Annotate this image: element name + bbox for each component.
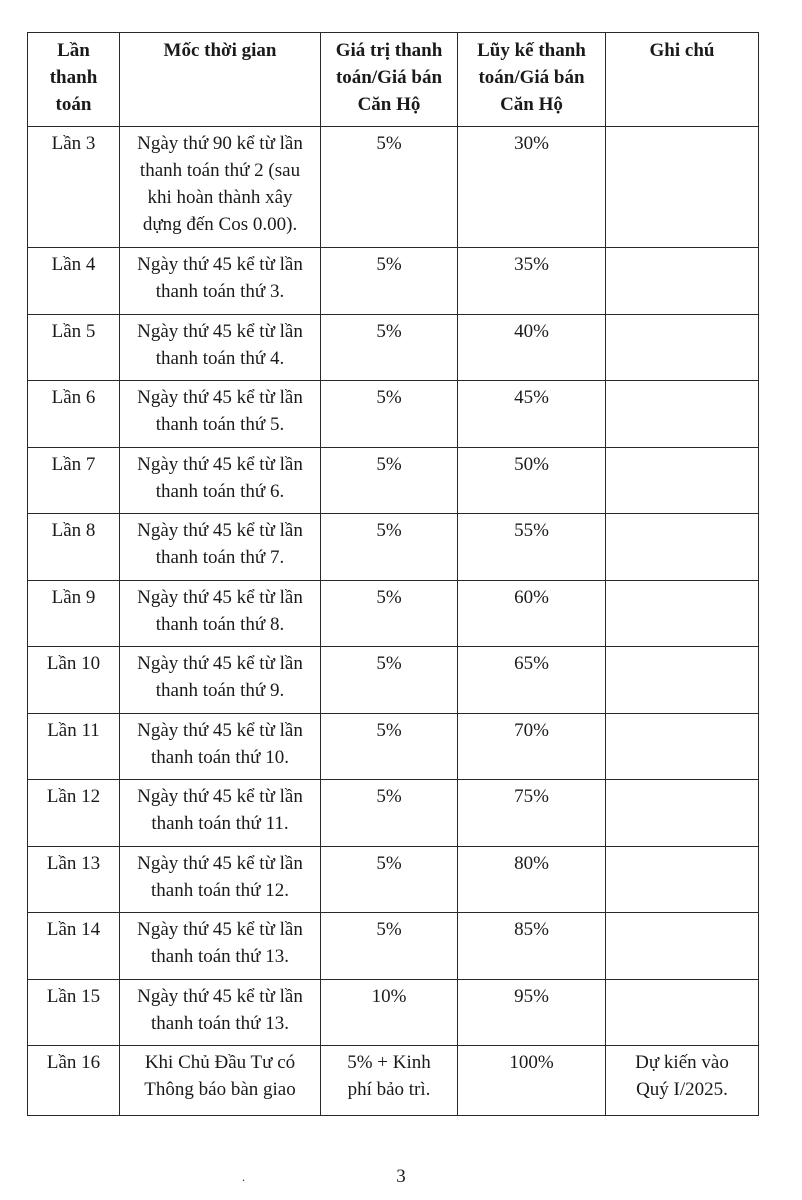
note-cell bbox=[606, 447, 759, 514]
milestone-cell: Ngày thứ 45 kể từ lần thanh toán thứ 8. bbox=[120, 580, 321, 647]
header-payment-value: Giá trị thanh toán/Giá bán Căn Hộ bbox=[321, 33, 458, 127]
installment-cell: Lần 13 bbox=[28, 846, 120, 913]
cumulative-cell: 65% bbox=[458, 647, 606, 714]
table-row bbox=[28, 647, 759, 714]
milestone-cell: Ngày thứ 45 kể từ lần thanh toán thứ 4. bbox=[120, 314, 321, 381]
table-row bbox=[28, 1046, 759, 1116]
table-row bbox=[28, 314, 759, 381]
value-cell: 5% bbox=[321, 314, 458, 381]
installment-cell: Lần 12 bbox=[28, 780, 120, 847]
value-cell: 5% bbox=[321, 381, 458, 448]
installment-cell: Lần 14 bbox=[28, 913, 120, 980]
cumulative-cell: 55% bbox=[458, 514, 606, 581]
note-cell bbox=[606, 713, 759, 780]
table-row bbox=[28, 127, 759, 248]
value-cell: 5% bbox=[321, 514, 458, 581]
installment-cell: Lần 3 bbox=[28, 127, 120, 248]
cumulative-cell: 45% bbox=[458, 381, 606, 448]
cumulative-cell: 60% bbox=[458, 580, 606, 647]
note-cell bbox=[606, 314, 759, 381]
installment-cell: Lần 16 bbox=[28, 1046, 120, 1116]
value-cell: 10% bbox=[321, 979, 458, 1046]
note-cell bbox=[606, 780, 759, 847]
cumulative-cell: 70% bbox=[458, 713, 606, 780]
installment-cell: Lần 8 bbox=[28, 514, 120, 581]
header-cumulative: Lũy kế thanh toán/Giá bán Căn Hộ bbox=[458, 33, 606, 127]
note-cell bbox=[606, 846, 759, 913]
milestone-cell: Ngày thứ 45 kể từ lần thanh toán thứ 11. bbox=[120, 780, 321, 847]
table-row bbox=[28, 580, 759, 647]
milestone-cell: Ngày thứ 45 kể từ lần thanh toán thứ 13. bbox=[120, 979, 321, 1046]
cumulative-cell: 85% bbox=[458, 913, 606, 980]
value-cell: 5% bbox=[321, 248, 458, 315]
payment-schedule-table bbox=[27, 32, 759, 1116]
value-cell: 5% bbox=[321, 127, 458, 248]
installment-cell: Lần 7 bbox=[28, 447, 120, 514]
note-cell bbox=[606, 127, 759, 248]
page-number: 3 bbox=[396, 1166, 406, 1187]
table-row bbox=[28, 514, 759, 581]
installment-cell: Lần 9 bbox=[28, 580, 120, 647]
milestone-cell: Ngày thứ 45 kể từ lần thanh toán thứ 9. bbox=[120, 647, 321, 714]
milestone-cell: Ngày thứ 45 kể từ lần thanh toán thứ 13. bbox=[120, 913, 321, 980]
cumulative-cell: 80% bbox=[458, 846, 606, 913]
table-row bbox=[28, 447, 759, 514]
cumulative-cell: 40% bbox=[458, 314, 606, 381]
milestone-cell: Ngày thứ 45 kể từ lần thanh toán thứ 6. bbox=[120, 447, 321, 514]
table-row bbox=[28, 248, 759, 315]
cumulative-cell: 100% bbox=[458, 1046, 606, 1116]
value-cell: 5% bbox=[321, 713, 458, 780]
value-cell: 5% bbox=[321, 580, 458, 647]
table-row bbox=[28, 780, 759, 847]
header-milestone: Mốc thời gian bbox=[120, 33, 321, 127]
installment-cell: Lần 11 bbox=[28, 713, 120, 780]
value-cell: 5% bbox=[321, 647, 458, 714]
note-cell bbox=[606, 248, 759, 315]
note-cell bbox=[606, 514, 759, 581]
table-row bbox=[28, 846, 759, 913]
table-row bbox=[28, 913, 759, 980]
cumulative-cell: 50% bbox=[458, 447, 606, 514]
value-cell: 5% bbox=[321, 846, 458, 913]
note-cell bbox=[606, 381, 759, 448]
table-row bbox=[28, 713, 759, 780]
installment-cell: Lần 6 bbox=[28, 381, 120, 448]
note-cell bbox=[606, 647, 759, 714]
milestone-cell: Ngày thứ 45 kể từ lần thanh toán thứ 3. bbox=[120, 248, 321, 315]
table-row bbox=[28, 979, 759, 1046]
installment-cell: Lần 10 bbox=[28, 647, 120, 714]
note-cell bbox=[606, 580, 759, 647]
value-cell: 5% bbox=[321, 447, 458, 514]
cumulative-cell: 30% bbox=[458, 127, 606, 248]
milestone-cell: Ngày thứ 45 kể từ lần thanh toán thứ 5. bbox=[120, 381, 321, 448]
installment-cell: Lần 4 bbox=[28, 248, 120, 315]
header-note: Ghi chú bbox=[606, 33, 759, 127]
table-row bbox=[28, 381, 759, 448]
installment-cell: Lần 15 bbox=[28, 979, 120, 1046]
note-cell: Dự kiến vào Quý I/2025. bbox=[606, 1046, 759, 1116]
note-cell bbox=[606, 913, 759, 980]
header-installment: Lần thanh toán bbox=[28, 33, 120, 127]
milestone-cell: Ngày thứ 45 kể từ lần thanh toán thứ 10. bbox=[120, 713, 321, 780]
note-cell bbox=[606, 979, 759, 1046]
installment-cell: Lần 5 bbox=[28, 314, 120, 381]
cumulative-cell: 75% bbox=[458, 780, 606, 847]
value-cell: 5% + Kinh phí bảo trì. bbox=[321, 1046, 458, 1116]
milestone-cell: Ngày thứ 45 kể từ lần thanh toán thứ 12. bbox=[120, 846, 321, 913]
cumulative-cell: 35% bbox=[458, 248, 606, 315]
value-cell: 5% bbox=[321, 780, 458, 847]
cumulative-cell: 95% bbox=[458, 979, 606, 1046]
milestone-cell: Ngày thứ 90 kể từ lần thanh toán thứ 2 (sau khi hoàn thành xây dựng đến Cos 0.00). bbox=[120, 127, 321, 248]
milestone-cell: Khi Chủ Đầu Tư có Thông báo bàn giao bbox=[120, 1046, 321, 1116]
stray-dot: . bbox=[242, 1170, 245, 1184]
value-cell: 5% bbox=[321, 913, 458, 980]
milestone-cell: Ngày thứ 45 kể từ lần thanh toán thứ 7. bbox=[120, 514, 321, 581]
table-header-row bbox=[28, 33, 759, 127]
